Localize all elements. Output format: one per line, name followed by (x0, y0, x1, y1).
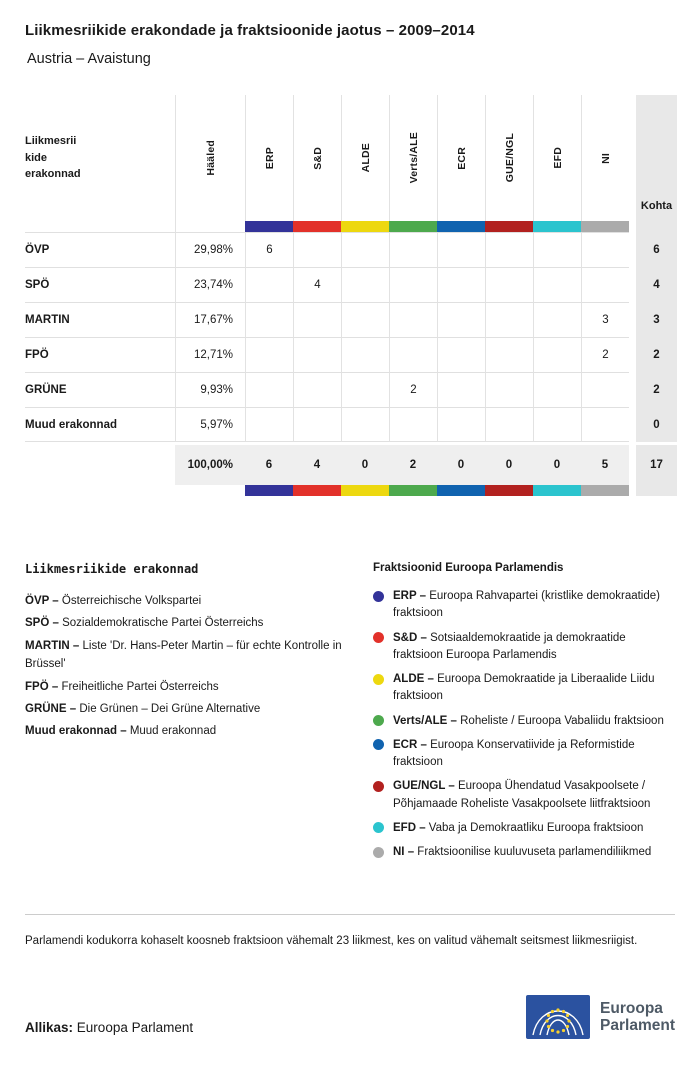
group-cell (485, 267, 533, 302)
bar-spacer (25, 485, 175, 496)
group-color-dot (373, 591, 384, 602)
seats-cell: 3 (636, 302, 677, 337)
column-gap (629, 485, 636, 496)
group-cell (533, 407, 581, 442)
column-gap (629, 372, 636, 407)
group-color-dot (373, 822, 384, 833)
group-cell (485, 302, 533, 337)
group-color-dot (373, 632, 384, 643)
seats-cell: 6 (636, 232, 677, 267)
page-title: Liikmesriikide erakondade ja fraktsioonide jaotus – 2009–2014 (25, 22, 475, 39)
table-row (25, 232, 675, 267)
column-gap (629, 407, 636, 442)
group-cell (581, 407, 629, 442)
table-total-row (25, 445, 675, 485)
list-item: Muud erakonnad – Muud erakonnad (25, 725, 217, 738)
total-group-cell: 2 (389, 445, 437, 485)
group-color-efd (533, 485, 581, 496)
list-item: MARTIN – Liste 'Dr. Hans-Peter Martin – für echte Kontrolle in Brüssel' (25, 639, 342, 671)
party-cell: ÖVP (25, 232, 175, 267)
group-cell: 4 (293, 267, 341, 302)
party-col-header-label: Liikmesriikide erakonnad (25, 135, 81, 181)
column-gap (629, 221, 636, 232)
group-cell (245, 267, 293, 302)
list-item: ERP – Euroopa Rahvapartei (kristlike demokraatide) fraktsioon (373, 588, 675, 623)
group-cell (437, 267, 485, 302)
total-group-cell: 0 (533, 445, 581, 485)
group-cell (389, 232, 437, 267)
source-text: Euroopa Parlament (76, 1020, 194, 1036)
list-item: EFD – Vaba ja Demokraatliku Euroopa fraktsioon (373, 820, 675, 837)
seats-cell: 2 (636, 337, 677, 372)
list-item: GRÜNE – Die Grünen – Dei Grüne Alternative (25, 702, 261, 715)
seats-col-header: Kohta (636, 95, 677, 221)
column-gap (629, 445, 636, 485)
group-legend (373, 562, 675, 868)
party-cell: MARTIN (25, 302, 175, 337)
group-cell (341, 372, 389, 407)
seats-cell: 0 (636, 407, 677, 442)
group-cell (341, 302, 389, 337)
table-row (25, 337, 675, 372)
group-col-header-efd: EFD (533, 95, 581, 221)
votes-cell: 17,67% (175, 302, 245, 337)
seats-cell: 4 (636, 267, 677, 302)
group-cell (533, 232, 581, 267)
group-cell (485, 372, 533, 407)
group-color-erp (245, 221, 293, 232)
group-cell (389, 267, 437, 302)
group-cell (245, 302, 293, 337)
group-color-verts-ale (389, 485, 437, 496)
column-gap (629, 232, 636, 267)
group-cell (341, 407, 389, 442)
total-group-cell: 0 (437, 445, 485, 485)
table-header-row (25, 95, 675, 221)
logo-text (600, 1000, 675, 1036)
group-cell (437, 337, 485, 372)
group-cell (389, 407, 437, 442)
group-cell: 2 (389, 372, 437, 407)
group-col-header-ecr: ECR (437, 95, 485, 221)
group-col-header-gue-ngl: GUE/NGL (485, 95, 533, 221)
group-cell (341, 232, 389, 267)
group-col-header-ni: NI (581, 95, 629, 221)
page-subtitle: Austria – Avaistung (27, 51, 151, 67)
group-color-bar-top (25, 221, 675, 232)
bar-spacer (25, 221, 175, 232)
group-cell (581, 372, 629, 407)
total-group-cell: 6 (245, 445, 293, 485)
group-cell (341, 267, 389, 302)
source-label: Allikas: (25, 1020, 74, 1036)
group-cell (485, 232, 533, 267)
list-item: ALDE – Euroopa Demokraatide ja Liberaalide Liidu fraktsioon (373, 671, 675, 706)
eu-parliament-logo (526, 995, 675, 1039)
column-gap (629, 95, 636, 221)
footer (25, 995, 675, 1039)
group-color-dot (373, 781, 384, 792)
group-cell (437, 232, 485, 267)
votes-cell: 12,71% (175, 337, 245, 372)
party-col-header (25, 95, 175, 221)
group-cell (245, 372, 293, 407)
votes-cell: 29,98% (175, 232, 245, 267)
bar-spacer (175, 221, 245, 232)
group-cell (533, 267, 581, 302)
total-label-cell (25, 445, 175, 485)
group-cell: 2 (581, 337, 629, 372)
votes-col-header: Hääled (175, 95, 245, 221)
table-row (25, 407, 675, 442)
group-col-header-verts-ale: Verts/ALE (389, 95, 437, 221)
column-gap (629, 302, 636, 337)
group-cell (533, 372, 581, 407)
group-cell (533, 302, 581, 337)
list-item: FPÖ – Freiheitliche Partei Österreichs (25, 680, 219, 693)
total-group-cell: 0 (485, 445, 533, 485)
group-cell (581, 232, 629, 267)
total-group-cell: 5 (581, 445, 629, 485)
group-color-verts-ale (389, 221, 437, 232)
footnote: Parlamendi kodukorra kohaselt koosneb fraktsioon vähemalt 23 liikmest, kes on valitud vähemalt seitsmest liikmesriigist. (25, 935, 638, 948)
group-cell (293, 407, 341, 442)
group-legend-title: Fraktsioonid Euroopa Parlamendis (373, 562, 564, 574)
eu-flag-icon (526, 995, 590, 1039)
group-color-ni (581, 485, 629, 496)
group-col-header-sd: S&D (293, 95, 341, 221)
group-cell (533, 337, 581, 372)
group-color-alde (341, 485, 389, 496)
group-color-ni (581, 221, 629, 232)
bar-spacer (175, 485, 245, 496)
seats-col-fill (636, 221, 677, 232)
column-gap (629, 267, 636, 302)
votes-cell: 23,74% (175, 267, 245, 302)
source-line (25, 1020, 193, 1039)
group-color-alde (341, 221, 389, 232)
party-cell: GRÜNE (25, 372, 175, 407)
party-cell: SPÖ (25, 267, 175, 302)
party-cell: FPÖ (25, 337, 175, 372)
group-cell (581, 267, 629, 302)
votes-cell: 5,97% (175, 407, 245, 442)
seats-col-fill (636, 485, 677, 496)
group-cell (389, 302, 437, 337)
column-gap (629, 337, 636, 372)
group-cell: 3 (581, 302, 629, 337)
divider (25, 914, 675, 915)
logo-text-line1: Euroopa (600, 999, 663, 1017)
table-row (25, 372, 675, 407)
total-group-cell: 4 (293, 445, 341, 485)
group-color-sd (293, 485, 341, 496)
group-color-dot (373, 674, 384, 685)
list-item: GUE/NGL – Euroopa Ühendatud Vasakpoolsete / Põhjamaade Roheliste Vasakpoolsete liitfraktsioon (373, 778, 675, 813)
logo-text-line2: Parlament (600, 1017, 675, 1035)
group-color-dot (373, 739, 384, 750)
group-cell (245, 407, 293, 442)
group-col-header-erp: ERP (245, 95, 293, 221)
group-color-dot (373, 715, 384, 726)
legends-section (25, 562, 675, 868)
group-cell (389, 337, 437, 372)
votes-cell: 9,93% (175, 372, 245, 407)
group-color-sd (293, 221, 341, 232)
group-cell (437, 407, 485, 442)
group-color-gue-ngl (485, 221, 533, 232)
party-legend (25, 562, 373, 868)
party-legend-title: Liikmesriikide erakonnad (25, 562, 199, 576)
list-item: ECR – Euroopa Konservatiivide ja Reformistide fraktsioon (373, 737, 675, 772)
distribution-table (25, 95, 675, 496)
group-cell: 6 (245, 232, 293, 267)
table-row (25, 267, 675, 302)
group-color-efd (533, 221, 581, 232)
total-seats-cell: 17 (636, 445, 677, 485)
group-color-ecr (437, 485, 485, 496)
group-cell (293, 337, 341, 372)
group-cell (293, 372, 341, 407)
group-cell (437, 372, 485, 407)
list-item: S&D – Sotsiaaldemokraatide ja demokraatide fraktsioon Euroopa Parlamendis (373, 630, 675, 665)
list-item: ÖVP – Österreichische Volkspartei (25, 595, 202, 607)
list-item: Verts/ALE – Roheliste / Euroopa Vabaliidu fraktsioon (373, 713, 675, 730)
group-cell (485, 337, 533, 372)
group-color-erp (245, 485, 293, 496)
group-color-ecr (437, 221, 485, 232)
seats-cell: 2 (636, 372, 677, 407)
group-cell (293, 232, 341, 267)
list-item: NI – Fraktsioonilise kuuluvuseta parlamendiliikmed (373, 844, 675, 861)
group-col-header-alde: ALDE (341, 95, 389, 221)
group-color-bar-bottom (25, 485, 675, 496)
group-cell (485, 407, 533, 442)
group-cell (293, 302, 341, 337)
table-row (25, 302, 675, 337)
group-color-dot (373, 847, 384, 858)
group-cell (437, 302, 485, 337)
list-item: SPÖ – Sozialdemokratische Partei Österreichs (25, 617, 264, 630)
group-color-gue-ngl (485, 485, 533, 496)
total-group-cell: 0 (341, 445, 389, 485)
total-votes-cell: 100,00% (175, 445, 245, 485)
group-cell (341, 337, 389, 372)
party-cell: Muud erakonnad (25, 407, 175, 442)
group-cell (245, 337, 293, 372)
